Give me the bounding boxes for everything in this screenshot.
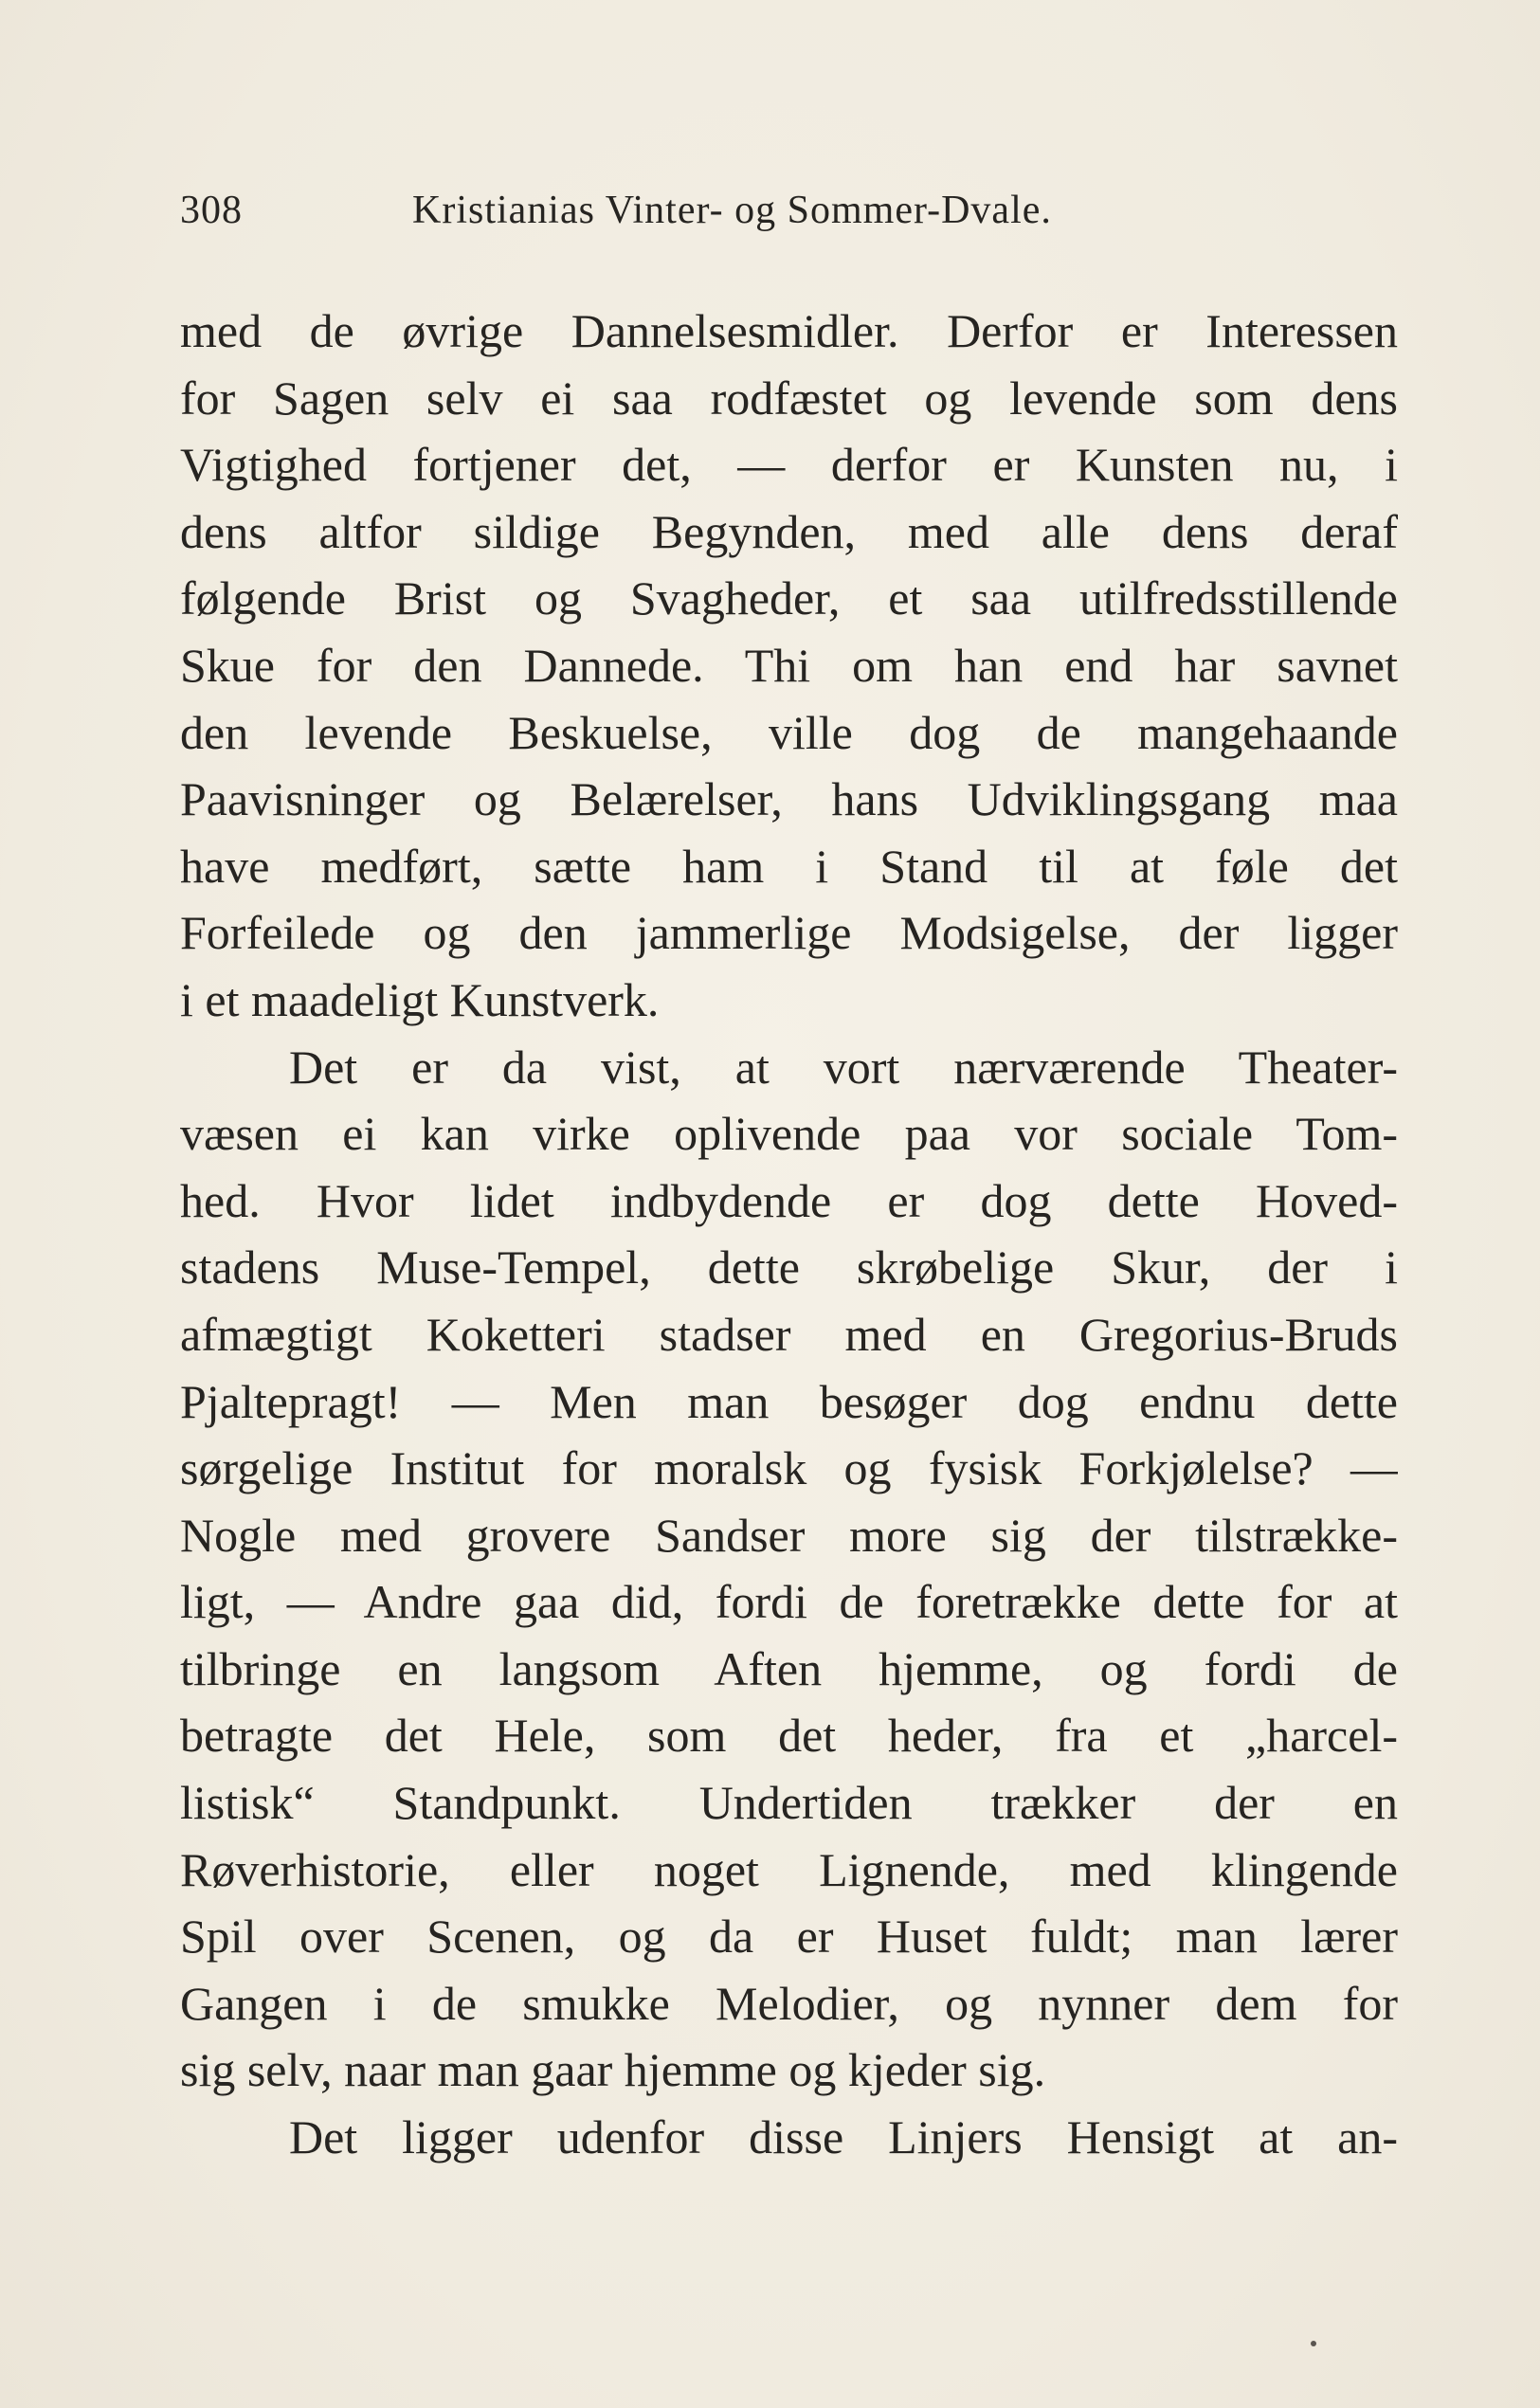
text-line: Røverhistorie, eller noget Lignende, med klingende xyxy=(180,1842,1398,1896)
text-line-paragraph-start: Det er da vist, at vort nærværende Theater- xyxy=(289,1040,1398,1094)
text-line: Skue for den Dannede. Thi om han end har savnet xyxy=(180,638,1398,692)
text-line: Gangen i de smukke Melodier, og nynner dem for xyxy=(180,1976,1398,2030)
text-line: Nogle med grovere Sandser more sig der tilstrække- xyxy=(180,1508,1398,1562)
text-line: med de øvrige Dannelsesmidler. Derfor er Interessen xyxy=(180,304,1398,357)
running-title: Kristianias Vinter- og Sommer-Dvale. xyxy=(412,189,1052,232)
text-line: ligt, — Andre gaa did, fordi de foretrække dette for at xyxy=(180,1575,1398,1629)
text-line: for Sagen selv ei saa rodfæstet og levende som dens xyxy=(180,371,1398,425)
text-line: Paavisninger og Belærelser, hans Udviklingsgang maa xyxy=(180,772,1398,826)
text-line: have medført, sætte ham i Stand til at føle det xyxy=(180,839,1398,893)
text-line: dens altfor sildige Begynden, med alle dens deraf xyxy=(180,504,1398,558)
text-line: listisk“ Standpunkt. Undertiden trækker der en xyxy=(180,1776,1398,1830)
text-line: betragte det Hele, som det heder, fra et „harcel- xyxy=(180,1709,1398,1763)
text-line-paragraph-end: sig selv, naar man gaar hjemme og kjeder sig. xyxy=(180,2043,1046,2097)
text-line: tilbringe en langsom Aften hjemme, og fordi de xyxy=(180,1641,1398,1695)
text-line: sørgelige Institut for moralsk og fysisk Forkjølelse? — xyxy=(180,1441,1398,1495)
text-line: den levende Beskuelse, ville dog de mangehaande xyxy=(180,705,1398,759)
running-head xyxy=(180,188,1185,244)
page-number: 308 xyxy=(180,189,243,232)
text-line: Vigtighed fortjener det, — derfor er Kunsten nu, i xyxy=(180,438,1398,492)
text-line: afmægtigt Koketteri stadser med en Gregorius-Bruds xyxy=(180,1307,1398,1361)
text-line: Forfeilede og den jammerlige Modsigelse, der ligger xyxy=(180,906,1398,960)
text-line: Spil over Scenen, og da er Huset fuldt; man lærer xyxy=(180,1910,1398,1964)
text-line: væsen ei kan virke oplivende paa vor sociale Tom- xyxy=(180,1107,1398,1161)
text-line: følgende Brist og Svagheder, et saa utilfredsstillende xyxy=(180,571,1398,625)
text-line: hed. Hvor lidet indbydende er dog dette Hoved- xyxy=(180,1173,1398,1227)
text-line-paragraph-end: i et maadeligt Kunstverk. xyxy=(180,972,660,1026)
paper-speck xyxy=(1311,2341,1316,2346)
text-line: stadens Muse-Tempel, dette skrøbelige Skur, der i xyxy=(180,1240,1398,1295)
text-line: Pjaltepragt! — Men man besøger dog endnu dette xyxy=(180,1374,1398,1428)
body-text xyxy=(180,298,1398,2171)
text-line-paragraph-start: Det ligger udenfor disse Linjers Hensigt at an- xyxy=(289,2110,1398,2164)
